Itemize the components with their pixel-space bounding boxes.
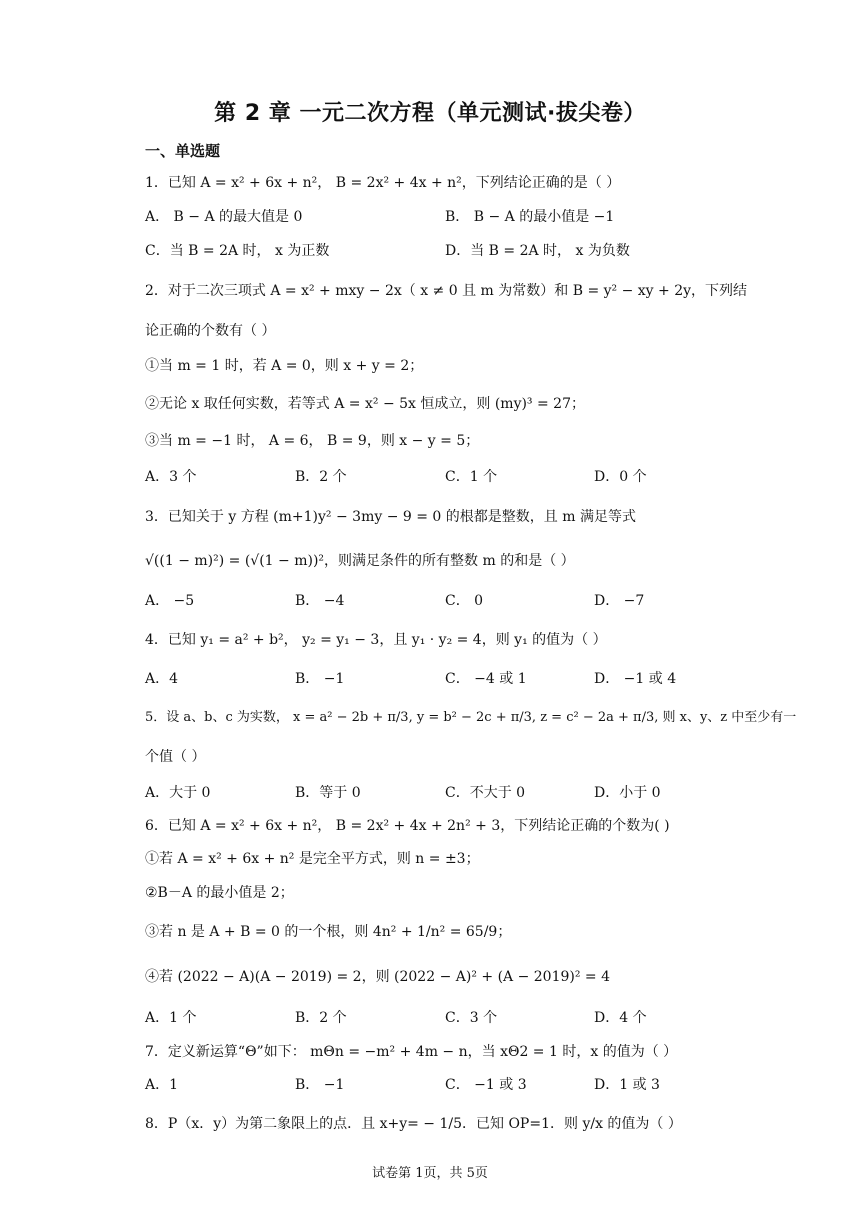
q1-option-a: A． B − A 的最大值是 0 bbox=[145, 209, 303, 225]
q4-stem: 4．已知 y₁ = a² + b²， y₂ = y₁ − 3，且 y₁ · y₂ = 4，则 y₁ 的值为（ ） bbox=[145, 632, 607, 648]
q2-statement-1: ①当 m = 1 时，若 A = 0，则 x + y = 2； bbox=[145, 358, 424, 374]
q5-stem-line2: 个值（ ） bbox=[145, 749, 206, 765]
q3-option-d: D． −7 bbox=[594, 593, 645, 609]
q6-statement-1: ①若 A = x² + 6x + n² 是完全平方式，则 n = ±3； bbox=[145, 851, 480, 867]
q7-option-c: C． −1 或 3 bbox=[445, 1077, 527, 1093]
q3-option-b: B． −4 bbox=[295, 593, 345, 609]
q8-stem: 8．P（x．y）为第二象限上的点．且 x+y= − 1/5．已知 OP=1．则 y/x 的值为（ ） bbox=[145, 1116, 682, 1132]
q6-statement-4: ④若 (2022 − A)(A − 2019) = 2，则 (2022 − A)² + (A − 2019)² = 4 bbox=[145, 969, 611, 985]
q4-option-a: A．4 bbox=[145, 671, 179, 687]
q2-statement-2: ②无论 x 取任何实数，若等式 A = x² − 5x 恒成立，则 (my)³ = 27； bbox=[145, 396, 585, 412]
q3-stem-line1: 3．已知关于 y 方程 (m+1)y² − 3my − 9 = 0 的根都是整数，且 m 满足等式 bbox=[145, 509, 636, 525]
q7-stem: 7．定义新运算“Θ”如下： mΘn = −m² + 4m − n，当 xΘ2 = 1 时，x 的值为（ ） bbox=[145, 1044, 678, 1060]
q2-statement-3: ③当 m = −1 时， A = 6， B = 9，则 x − y = 5； bbox=[145, 433, 480, 449]
q4-option-d: D． −1 或 4 bbox=[594, 671, 677, 687]
page-footer: 试卷第 1页，共 5页 bbox=[372, 1166, 488, 1181]
q6-option-a: A．1 个 bbox=[145, 1010, 197, 1026]
q4-option-c: C． −4 或 1 bbox=[445, 671, 527, 687]
q2-option-b: B．2 个 bbox=[295, 469, 347, 485]
q7-option-b: B． −1 bbox=[295, 1077, 345, 1093]
q1-option-b: B． B − A 的最小值是 −1 bbox=[445, 209, 615, 225]
q1-option-d: D．当 B = 2A 时， x 为负数 bbox=[445, 243, 630, 259]
q5-stem-line1: 5．设 a、b、c 为实数， x = a² − 2b + π/3, y = b² − 2c + π/3, z = c² − 2a + π/3, 则 x、y、z 中至少有一 bbox=[145, 710, 797, 725]
q6-option-d: D．4 个 bbox=[594, 1010, 647, 1026]
q3-option-c: C． 0 bbox=[445, 593, 484, 609]
q2-option-c: C．1 个 bbox=[445, 469, 498, 485]
q5-option-b: B．等于 0 bbox=[295, 785, 361, 801]
q6-statement-2: ②B－A 的最小值是 2； bbox=[145, 885, 294, 901]
q6-stem: 6．已知 A = x² + 6x + n²， B = 2x² + 4x + 2n² + 3，下列结论正确的个数为( ) bbox=[145, 818, 670, 834]
q5-option-a: A．大于 0 bbox=[145, 785, 211, 801]
q6-statement-3: ③若 n 是 A + B = 0 的一个根，则 4n² + 1/n² = 65/9； bbox=[145, 924, 512, 940]
section-heading: 一、单选题 bbox=[145, 142, 221, 160]
q2-stem-line1: 2．对于二次三项式 A = x² + mxy − 2x（ x ≠ 0 且 m 为常数）和 B = y² − xy + 2y，下列结 bbox=[145, 283, 748, 299]
q5-option-d: D．小于 0 bbox=[594, 785, 661, 801]
q6-option-c: C．3 个 bbox=[445, 1010, 498, 1026]
q5-option-c: C．不大于 0 bbox=[445, 785, 526, 801]
q2-option-d: D．0 个 bbox=[594, 469, 647, 485]
q2-stem-line2: 论正确的个数有（ ） bbox=[145, 323, 276, 339]
q7-option-d: D．1 或 3 bbox=[594, 1077, 660, 1093]
q6-option-b: B．2 个 bbox=[295, 1010, 347, 1026]
q1-stem: 1．已知 A = x² + 6x + n²， B = 2x² + 4x + n²，下列结论正确的是（ ） bbox=[145, 175, 621, 191]
q7-option-a: A．1 bbox=[145, 1077, 179, 1093]
q1-option-c: C．当 B = 2A 时， x 为正数 bbox=[145, 243, 330, 259]
page-title: 第 2 章 一元二次方程（单元测试·拔尖卷） bbox=[214, 101, 646, 126]
q3-stem-line2: √((1 − m)²) = (√(1 − m))²，则满足条件的所有整数 m 的和是（ ） bbox=[145, 553, 575, 569]
q4-option-b: B． −1 bbox=[295, 671, 345, 687]
q3-option-a: A． −5 bbox=[145, 593, 195, 609]
q2-option-a: A．3 个 bbox=[145, 469, 197, 485]
